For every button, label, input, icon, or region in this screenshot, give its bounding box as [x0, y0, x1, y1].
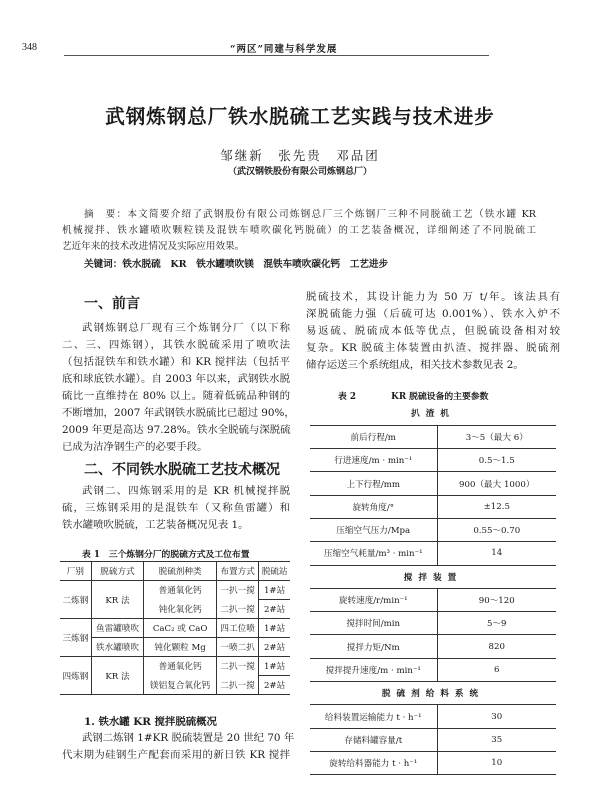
subsection-heading: 1. 铁水罐 KR 搅拌脱硫概况 [84, 716, 217, 728]
table2-row [310, 495, 556, 518]
table2-value: 5～9 [437, 612, 556, 635]
table2-row [310, 588, 556, 611]
body-line: 代末期为硅钢生产配套而采用的新日铁 KR 搅拌 [62, 749, 290, 761]
table1-caption: 表 1 三个炼钢分厂的脱硫方式及工位布置 [82, 550, 250, 560]
table2-value: 90～120 [437, 588, 556, 611]
table1-cell: 一喷二扒 [217, 638, 259, 657]
keywords: 关键词：铁水脱硫 KR 铁水罐喷吹镁 混铁车喷吹碳化钙 工艺进步 [84, 259, 389, 270]
table2-row [310, 449, 556, 472]
body-line: 不断增加，2007 年武钢铁水脱硫比已超过 90%， [62, 407, 295, 419]
table2-value: 3～5（最大 6） [437, 425, 556, 448]
body-line: 底和球底铁水罐）。自 2003 年以来，武钢铁水脱 [62, 373, 290, 385]
table2-row [310, 658, 556, 681]
table1-row [60, 619, 290, 638]
table1-cell: 二炼钢 [60, 581, 91, 619]
table2-section-row [310, 402, 556, 425]
table2-value: 0.5～1.5 [437, 449, 556, 472]
body-line: 硫，三炼钢采用的是混铁车（又称鱼雷罐）和 [62, 502, 290, 514]
table2-section-title: 脱硫剂给料系统 [310, 682, 556, 705]
table1-cell: 普通氧化钙 [144, 581, 217, 600]
table1-cell: 二扒一搅 [217, 600, 259, 619]
table1-cell: 2#站 [259, 600, 290, 619]
table2-section-row [310, 682, 556, 705]
body-line: 武钢二炼钢 1#KR 脱硫装置是 20 世纪 70 年 [82, 732, 295, 744]
running-title: “两区”同建与科学发展 [230, 44, 338, 55]
body-line: 储存运送三个系统组成，相关技术参数见表 2。 [306, 359, 524, 371]
table2-section-title: 搅拌装置 [310, 565, 556, 588]
table1-cell: 钝化颗粒 Mg [144, 638, 217, 657]
table2-param: 给料装置运输能力 t · h⁻¹ [310, 705, 437, 728]
table2-param: 上下行程/mm [310, 472, 437, 495]
table1-header-cell: 脱硫站 [259, 562, 290, 581]
page-number: 348 [22, 42, 37, 53]
table1-cell: 二扒一搅 [217, 676, 259, 695]
table2-value: 14 [437, 542, 556, 565]
table1-cell: CaC₂ 或 CaO [144, 619, 217, 638]
table2-param: 旋转给料器能力 t · h⁻¹ [310, 751, 437, 774]
body-line: 铁水罐喷吹脱硫，工艺装备概况见表 1。 [62, 519, 249, 531]
table1-cell: 钝化氧化钙 [144, 600, 217, 619]
table2-value: 6 [437, 658, 556, 681]
table1-row [60, 581, 290, 600]
table1-cell: 2#站 [259, 676, 290, 695]
table1-cell: 一扒一搅 [217, 581, 259, 600]
table2-value: 900（最大 1000） [437, 472, 556, 495]
table2-caption: 表 2 KR 脱硫设备的主要参数 [338, 392, 489, 402]
body-line: 武钢炼钢总厂现有三个炼钢分厂（以下称 [82, 322, 290, 334]
table2-value: 820 [437, 635, 556, 658]
body-line: 已成为洁净钢生产的必要手段。 [62, 441, 208, 453]
table2-param: 行进速度/m · min⁻¹ [310, 449, 437, 472]
body-line: 深脱硫能力强（后硫可达 0.001%）、铁水入炉不 [306, 308, 560, 320]
table1-cell: 鱼雷罐喷吹 [91, 619, 143, 638]
table2-value: ±12.5 [437, 495, 556, 518]
table1-header-cell: 脱硫剂种类 [144, 562, 217, 581]
table2 [310, 402, 556, 775]
table2-row [310, 472, 556, 495]
table2-row [310, 518, 556, 541]
table2-param: 搅拌提升速度/m · min⁻¹ [310, 658, 437, 681]
table1-cell: KR 法 [91, 657, 143, 695]
header-rule [64, 55, 489, 56]
body-line: 硫比一直维持在 80% 以上。随着低硫品种钢的 [62, 390, 290, 402]
table1-cell: 三炼钢 [60, 619, 91, 657]
table2-row [310, 635, 556, 658]
table1-header-cell: 厂别 [60, 562, 91, 581]
table1-cell: 四工位喷 [217, 619, 259, 638]
table1-header-cell: 布置方式 [217, 562, 259, 581]
table1-header-cell: 脱硫方式 [91, 562, 143, 581]
body-line: （包括混铁车和铁水罐）和 KR 搅拌法（包括平 [62, 356, 290, 368]
table1-cell: 1#站 [259, 657, 290, 676]
paper-title: 武钢炼钢总厂铁水脱硫工艺实践与技术进步 [105, 105, 495, 128]
body-line: 二、三、四炼钢），其铁水脱硫采用了喷吹法 [62, 339, 290, 351]
table1-cell: 2#站 [259, 638, 290, 657]
table1-cell: 1#站 [259, 619, 290, 638]
table1-header-row [60, 562, 290, 581]
abstract-line: 机械搅拌、铁水罐喷吹颗粒镁及混铁车喷吹碳化钙脱硫）的工艺装备概况，详细阐述了不同脱硫工 [62, 225, 536, 236]
table2-param: 压缩空气压力/Mpa [310, 518, 437, 541]
abstract-line: 摘 要：本文简要介绍了武钢股份有限公司炼钢总厂三个炼钢厂三种不同脱硫工艺（铁水罐 KR [84, 209, 536, 220]
table2-row [310, 705, 556, 728]
table1-cell: 1#站 [259, 581, 290, 600]
affiliation: （武汉钢铁股份有限公司炼钢总厂） [227, 167, 372, 177]
abstract-line: 艺近年来的技术改进情况及实际应用效果。 [62, 241, 245, 252]
table1-cell: 四炼钢 [60, 657, 91, 695]
table2-row [310, 425, 556, 448]
table1-cell: 铁水罐喷吹 [91, 638, 143, 657]
table1-cell: 镁铝复合氧化钙 [144, 676, 217, 695]
body-line: 复杂。KR 脱硫主体装置由扒渣、搅拌器、脱硫剂 [306, 342, 560, 354]
table2-param: 旋转速度/r/min⁻¹ [310, 588, 437, 611]
section-heading: 二、不同铁水脱硫工艺技术概况 [84, 462, 280, 478]
table2-param: 压缩空气耗量/m³ · min⁻¹ [310, 542, 437, 565]
body-line: 易返硫、脱硫成本低等优点，但脱硫设备相对较 [306, 325, 560, 337]
table2-value: 35 [437, 728, 556, 751]
body-line: 脱硫技术，其设计能力为 50 万 t/年。该法具有 [306, 291, 560, 303]
table2-section-row [310, 565, 556, 588]
table2-row [310, 728, 556, 751]
authors: 邹继新 张先贵 邓品团 [220, 148, 380, 163]
table1-row [60, 657, 290, 676]
table2-param: 前后行程/m [310, 425, 437, 448]
section-heading: 一、前言 [84, 296, 140, 312]
table2-param: 搅拌时间/min [310, 612, 437, 635]
table2-row [310, 612, 556, 635]
body-line: 2009 年更是高达 97.28%。铁水全脱硫与深脱硫 [62, 424, 291, 436]
table2-param: 旋转角度/° [310, 495, 437, 518]
table2-row [310, 542, 556, 565]
table2-section-title: 扒渣机 [310, 402, 556, 425]
table2-value: 10 [437, 751, 556, 774]
table2-param: 存储料罐容量/t [310, 728, 437, 751]
table2-param: 搅拌力矩/Nm [310, 635, 437, 658]
table1-cell: 二扒一搅 [217, 657, 259, 676]
table2-value: 30 [437, 705, 556, 728]
table2-value: 0.55～0.70 [437, 518, 556, 541]
body-line: 武钢二、四炼钢采用的是 KR 机械搅拌脱 [82, 485, 290, 497]
table1-row [60, 638, 290, 657]
table2-row [310, 751, 556, 774]
table1-cell: 普通氧化钙 [144, 657, 217, 676]
table1 [60, 561, 290, 695]
table1-cell: KR 法 [91, 581, 143, 619]
